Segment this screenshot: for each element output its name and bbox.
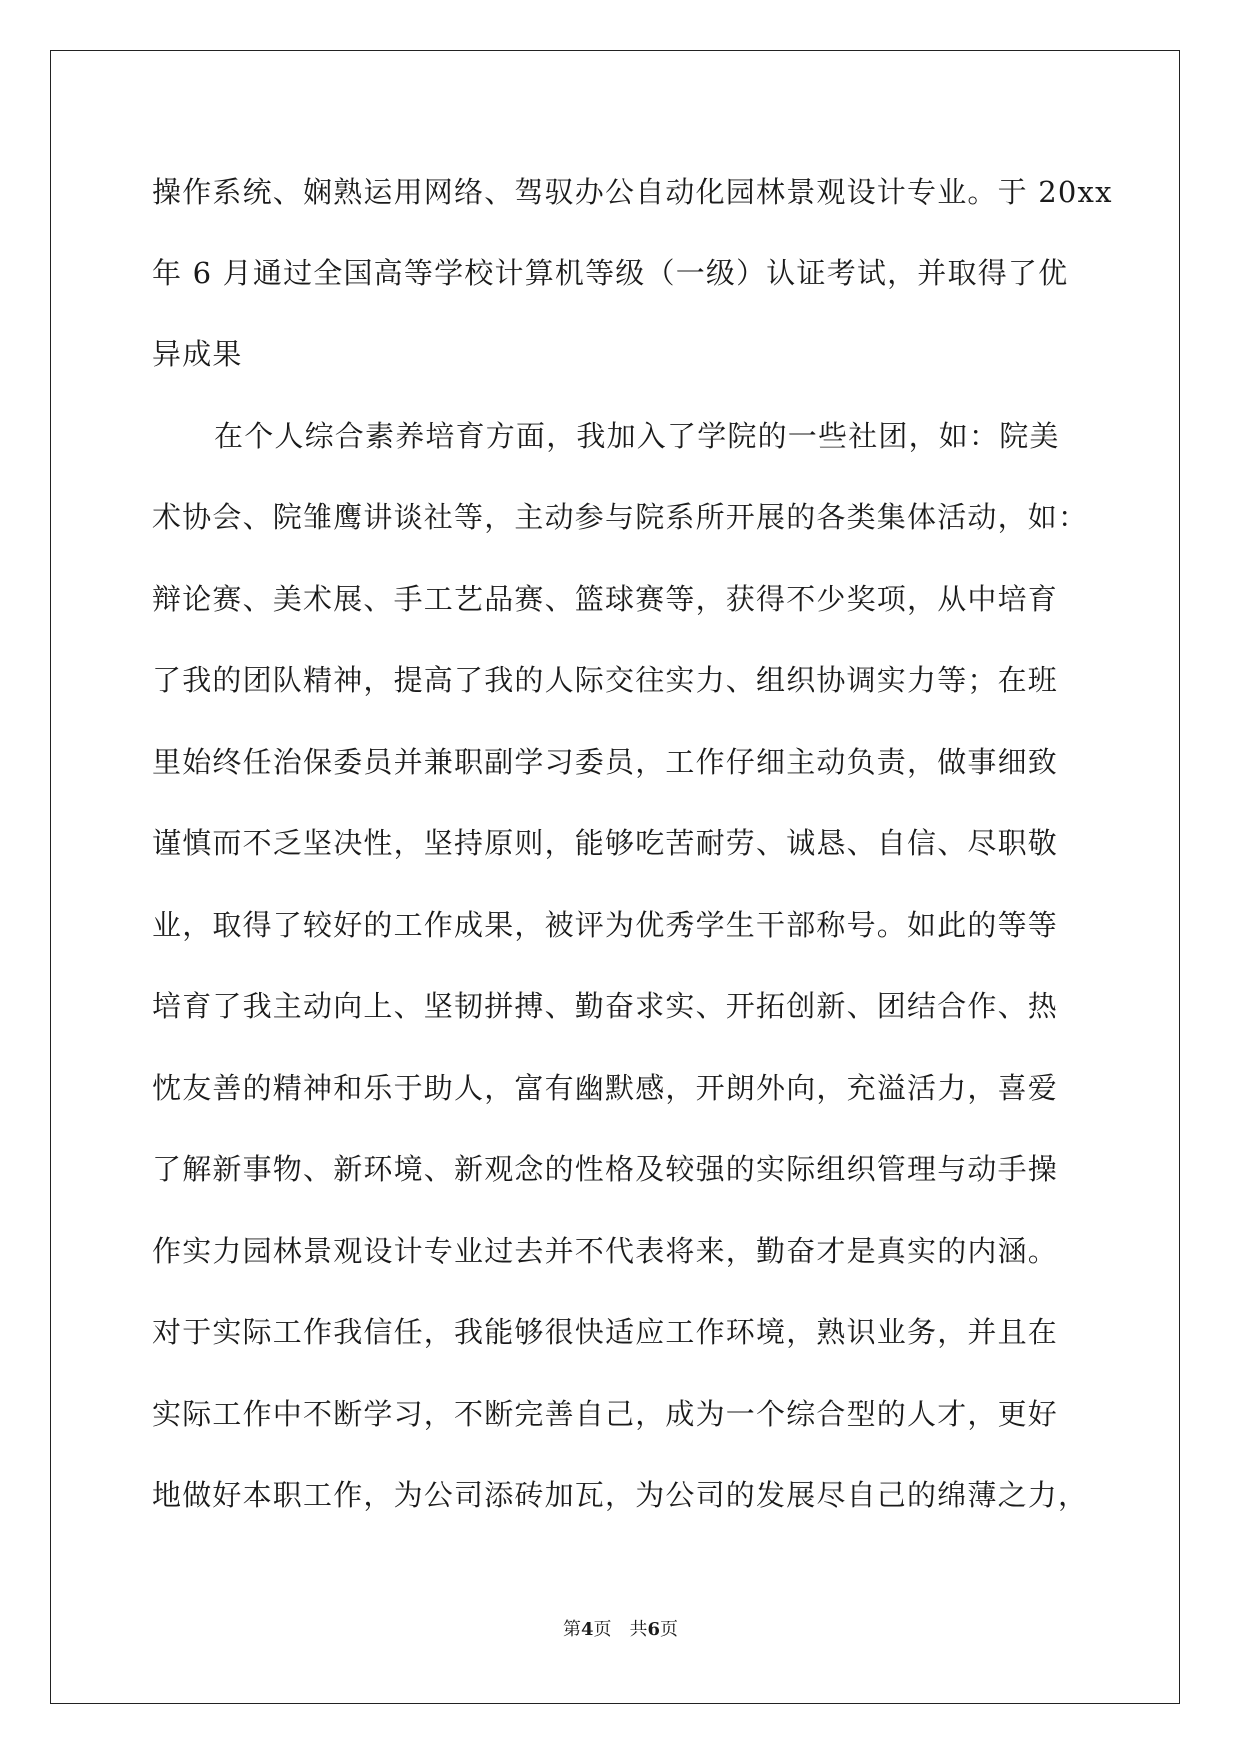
total-prefix: 共 [629,1619,648,1640]
body-text-line: 辩论赛、美术展、手工艺品赛、篮球赛等，获得不少奖项，从中培育 [152,582,1059,616]
body-text-line: 忱友善的精神和乐于助人，富有幽默感，开朗外向，充溢活力，喜爱 [152,1071,1059,1105]
body-text-line: 作实力园林景观设计专业过去并不代表将来，勤奋才是真实的内涵。 [152,1234,1059,1268]
page-prefix: 第 [562,1619,581,1640]
body-text-line: 培育了我主动向上、坚韧拼搏、勤奋求实、开拓创新、团结合作、热 [152,989,1059,1023]
body-text-line: 操作系统、娴熟运用网络、驾驭办公自动化园林景观设计专业。于 20xx [152,175,1113,209]
body-text-line: 里始终任治保委员并兼职副学习委员，工作仔细主动负责，做事细致 [152,745,1059,779]
body-text-line: 异成果 [152,337,243,371]
page-border [50,50,1180,1704]
page-suffix: 页 [593,1619,612,1640]
body-text-line: 了解新事物、新环境、新观念的性格及较强的实际组织管理与动手操 [152,1152,1059,1186]
page-footer [0,1618,1241,1642]
body-text-line: 术协会、院雏鹰讲谈社等，主动参与院系所开展的各类集体活动，如： [152,500,1089,534]
body-text-line: 了我的团队精神，提高了我的人际交往实力、组织协调实力等；在班 [152,663,1059,697]
total-pages: 6 [647,1619,661,1640]
body-text-line: 谨慎而不乏坚决性，坚持原则，能够吃苦耐劳、诚恳、自信、尽职敬 [152,826,1059,860]
paragraph-start-line: 在个人综合素养培育方面，我加入了学院的一些社团，如：院美 [214,419,1060,453]
body-text-line: 实际工作中不断学习，不断完善自己，成为一个综合型的人才，更好 [152,1397,1059,1431]
body-text-line: 对于实际工作我信任，我能够很快适应工作环境，熟识业务，并且在 [152,1315,1059,1349]
body-text-line: 年 6 月通过全国高等学校计算机等级（一级）认证考试，并取得了优 [152,256,1069,290]
total-suffix: 页 [660,1619,679,1640]
page-number: 4 [580,1619,594,1640]
body-text-line: 业，取得了较好的工作成果，被评为优秀学生干部称号。如此的等等 [152,908,1059,942]
body-text-line: 地做好本职工作，为公司添砖加瓦，为公司的发展尽自己的绵薄之力， [152,1478,1089,1512]
